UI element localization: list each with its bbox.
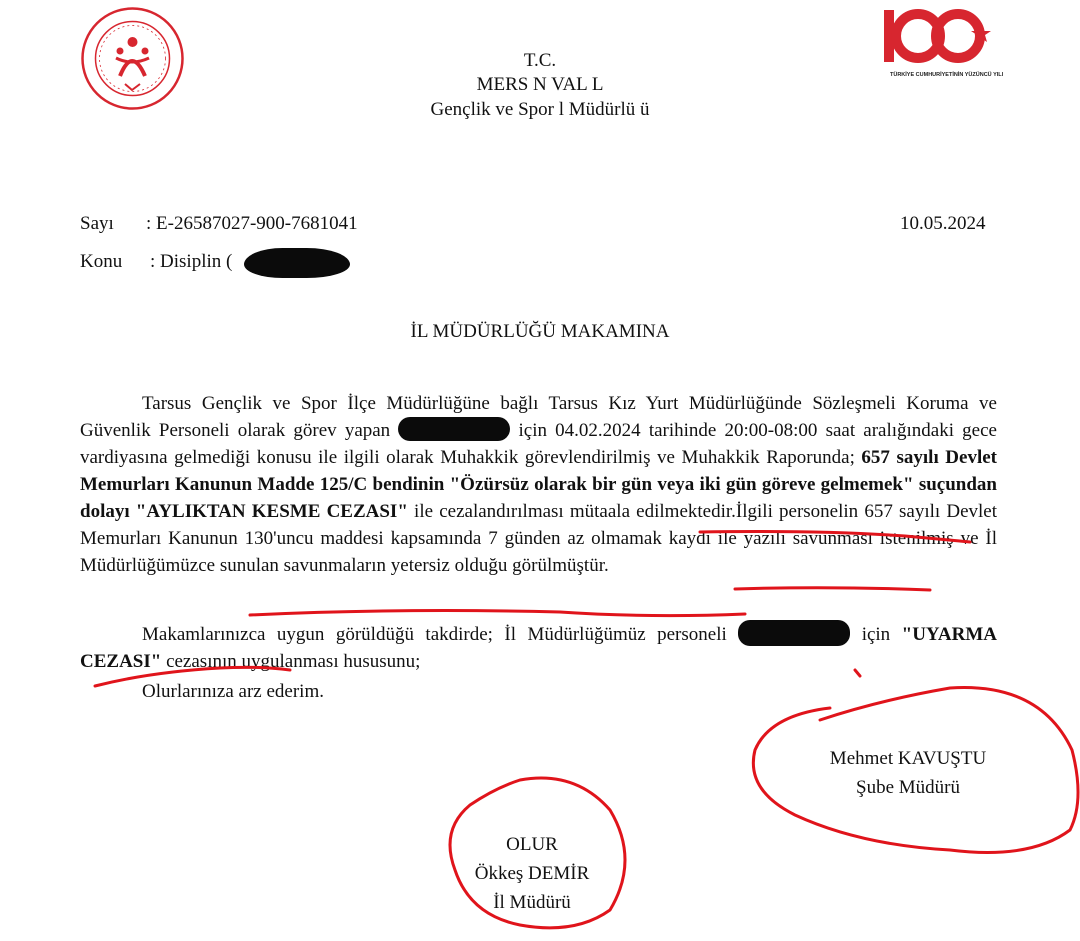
p2-text-a: Makamlarınızca uygun görüldüğü takdirde; İl Müdürlüğümüz personeli — [142, 624, 739, 645]
body-paragraph-1 — [80, 390, 997, 579]
sayi-label: Sayı — [80, 213, 114, 234]
header-tc: T.C. — [523, 50, 557, 71]
konu-label: Konu — [80, 251, 123, 272]
closing-line: Olurlarınıza arz ederim. — [142, 681, 324, 702]
centennial-logo — [880, 4, 1005, 84]
underline-savunmasi — [735, 588, 930, 590]
redaction-mark — [738, 620, 850, 646]
signature-block-center — [442, 830, 622, 917]
redaction-mark — [244, 248, 350, 278]
underline-sunulan — [250, 611, 745, 616]
sayi-value: : E-26587027-900-7681041 — [146, 213, 358, 234]
document-date: 10.05.2024 — [900, 213, 986, 234]
centennial-caption: TÜRKİYE CUMHURİYETİNİN YÜZÜNCÜ YILI — [890, 72, 1004, 78]
p1-text-a: Tarsus Gençlik ve Spor İlçe Müdürlüğüne bağlı Tarsus Kız Yurt Müdürlüğünde Sözleşmeli Koruma ve Güvenlik Personeli olarak görev yapan — [80, 393, 997, 441]
body-paragraph-2 — [80, 620, 997, 675]
redaction-mark — [398, 417, 510, 441]
header-province: MERS N VAL L — [476, 74, 604, 95]
signer-title: Şube Müdürü — [856, 777, 960, 798]
approver-name: Ökkeş DEMİR — [474, 863, 590, 884]
p2-text-c: cezasının uygulanması hususunu; — [161, 651, 421, 672]
approval-word: OLUR — [506, 834, 558, 855]
header-directorate: Gençlik ve Spor l Müdürlü ü — [430, 99, 650, 120]
approver-title: İl Müdürü — [493, 892, 571, 913]
p2-text-b: için — [850, 624, 902, 645]
p1-text-c: ile cezalandırılması mütaala edilmektedir.İlgili personelin 657 sayılı Devlet Memurları Kanunun 130'uncu maddesi kapsamında 7 günden az olmamak kaydı ile yazılı savunması istenilmiş ve İl Müdürlüğümüzce sunulan savunmaların yetersiz olduğu görülmüştür. — [80, 501, 997, 576]
p2-bold-penalty: "UYARMA CEZASI" — [80, 624, 997, 672]
signature-block-right — [798, 744, 1018, 802]
addressee-title: İL MÜDÜRLÜĞÜ MAKAMINA — [410, 321, 670, 342]
konu-value: : Disiplin ( — [150, 251, 233, 272]
p1-text-b: için 04.02.2024 tarihinde 20:00-08:00 saat aralığındaki gece vardiyasına gelmediği konusu ile ilgili olarak Muhakkik görevlendirilmiş ve Muhakkik Raporunda; — [80, 420, 997, 468]
signer-name: Mehmet KAVUŞTU — [829, 748, 987, 769]
p1-bold-charge: 657 sayılı Devlet Memurları Kanunun Madde 125/C bendinin "Özürsüz olarak bir gün veya iki gün göreve gelmemek" suçundan dolayı "AYLIKTAN KESME CEZASI" — [80, 447, 997, 522]
